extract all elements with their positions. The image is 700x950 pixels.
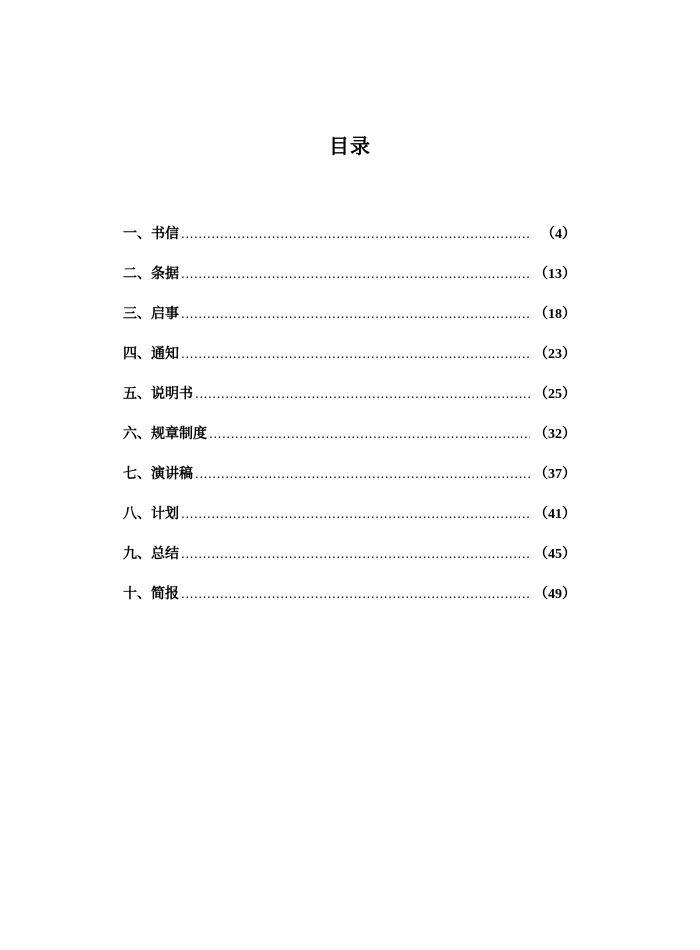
- toc-entry-page: （4）: [541, 227, 576, 242]
- dot-leader: [181, 507, 530, 521]
- toc-entry[interactable]: [123, 383, 576, 423]
- toc-entry-page: （18）: [534, 307, 576, 322]
- dot-leader: [181, 267, 530, 281]
- toc-entry[interactable]: [123, 223, 576, 263]
- toc-entry[interactable]: [123, 343, 576, 383]
- dot-leader: [181, 347, 530, 361]
- toc-entry-label: 三、启事: [123, 306, 179, 322]
- toc-entry-label: 九、总结: [123, 546, 179, 562]
- toc-entry-page: （45）: [534, 547, 576, 562]
- toc-entry[interactable]: [123, 263, 576, 303]
- toc-entry-page: （32）: [534, 427, 576, 442]
- page-title: 目录: [329, 134, 371, 158]
- toc-entry-page: （49）: [534, 587, 576, 602]
- dot-leader: [181, 587, 530, 601]
- dot-leader: [181, 547, 530, 561]
- toc-entry[interactable]: [123, 543, 576, 583]
- toc-entry-label: 二、条据: [123, 266, 179, 282]
- toc-entry-label: 六、规章制度: [123, 426, 207, 442]
- dot-leader: [209, 427, 530, 441]
- toc-entry[interactable]: [123, 463, 576, 503]
- toc-entry-page: （13）: [534, 267, 576, 282]
- toc-entry-label: 一、书信: [123, 226, 179, 242]
- table-of-contents: [123, 223, 576, 623]
- toc-entry-page: （37）: [534, 467, 576, 482]
- dot-leader: [195, 467, 530, 481]
- toc-entry[interactable]: [123, 303, 576, 343]
- toc-entry-label: 十、简报: [123, 586, 179, 602]
- toc-entry-label: 五、说明书: [123, 386, 193, 402]
- dot-leader: [181, 307, 530, 321]
- dot-leader: [181, 227, 530, 241]
- dot-leader: [195, 387, 530, 401]
- toc-entry[interactable]: [123, 423, 576, 463]
- toc-entry[interactable]: [123, 503, 576, 543]
- toc-entry-label: 八、计划: [123, 506, 179, 522]
- toc-entry-label: 七、演讲稿: [123, 466, 193, 482]
- toc-entry[interactable]: [123, 583, 576, 623]
- toc-entry-label: 四、通知: [123, 346, 179, 362]
- toc-entry-page: （41）: [534, 507, 576, 522]
- toc-entry-page: （25）: [534, 387, 576, 402]
- toc-entry-page: （23）: [534, 347, 576, 362]
